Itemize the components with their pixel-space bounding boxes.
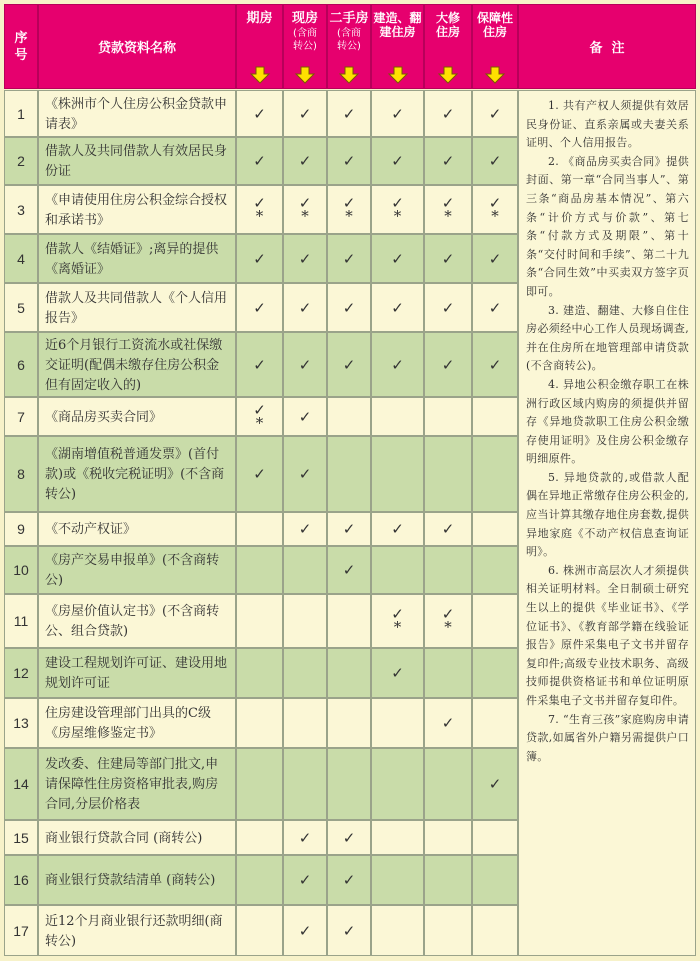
row-number: 10 (4, 546, 38, 594)
row-check-cell (236, 698, 283, 748)
row-check-cell (283, 820, 327, 855)
check-icon: ✓ * (342, 193, 356, 225)
row-check-cell (327, 436, 371, 512)
check-icon: ✓ (441, 520, 455, 538)
down-arrow-icon (436, 66, 460, 84)
row-check-cell (424, 648, 472, 698)
check-icon: ✓ (342, 152, 356, 170)
check-icon: ✓ (391, 249, 404, 268)
row-material-name (38, 546, 236, 594)
check-icon: ✓ (342, 520, 356, 538)
row-check-cell (424, 397, 472, 436)
remarks-panel (518, 90, 696, 956)
check-icon: ✓ (441, 355, 455, 374)
row-check-cell (327, 397, 371, 436)
row-check-cell (236, 234, 283, 283)
row-material-name (38, 748, 236, 820)
row-check-cell (371, 855, 424, 905)
row-check-cell (327, 512, 371, 546)
row-check-cell (424, 234, 472, 283)
row-check-cell (371, 436, 424, 512)
row-check-cell (371, 512, 424, 546)
row-number: 1 (4, 90, 38, 137)
row-check-cell (371, 283, 424, 332)
row-check-cell (371, 397, 424, 436)
row-check-cell (472, 594, 518, 648)
row-number: 4 (4, 234, 38, 283)
material-name-text: 《不动产权证》 (45, 522, 137, 537)
row-check-cell (327, 137, 371, 185)
row-check-cell (371, 90, 424, 137)
row-material-name (38, 905, 236, 956)
row-check-cell (283, 436, 327, 512)
row-check-cell (236, 905, 283, 956)
row-material-name (38, 397, 236, 436)
material-name-text: 发改委、住建局等部门批文,申请保障性住房资格审批表,购房合同,分层价格表 (45, 757, 219, 812)
check-icon: ✓ (488, 355, 502, 374)
row-check-cell (283, 397, 327, 436)
row-check-cell (424, 512, 472, 546)
row-check-cell (424, 820, 472, 855)
row-check-cell (236, 185, 283, 234)
material-name-text: 借款人《结婚证》;离异的提供《离婚证》 (45, 241, 219, 277)
row-check-cell (236, 594, 283, 648)
row-check-cell (472, 648, 518, 698)
header-col-title (328, 11, 370, 53)
row-check-cell (236, 546, 283, 594)
row-check-cell (371, 594, 424, 648)
check-icon: ✓ (253, 249, 266, 268)
row-material-name (38, 855, 236, 905)
check-icon: ✓ (342, 355, 356, 374)
material-name-text: 《商品房买卖合同》 (45, 409, 163, 425)
row-material-name (38, 512, 236, 546)
check-icon: ✓ (298, 921, 312, 940)
check-icon: ✓ (342, 561, 356, 579)
row-material-name (38, 698, 236, 748)
check-icon: ✓ * (253, 193, 266, 225)
row-material-name (38, 283, 236, 332)
row-check-cell (371, 905, 424, 956)
row-check-cell (236, 397, 283, 436)
header-col-title-text: 建造、翻 建住房 (373, 11, 422, 39)
row-check-cell (371, 546, 424, 594)
row-check-cell (283, 698, 327, 748)
row-check-cell (472, 283, 518, 332)
header-col-5 (472, 4, 518, 89)
row-check-cell (327, 332, 371, 397)
row-check-cell (424, 748, 472, 820)
row-check-cell (327, 283, 371, 332)
row-check-cell (472, 748, 518, 820)
check-icon: ✓ (298, 407, 312, 426)
row-number: 7 (4, 397, 38, 436)
header-col-title-text: 二手房 (329, 11, 369, 26)
row-number: 15 (4, 820, 38, 855)
row-number: 12 (4, 648, 38, 698)
material-name-text: 建设工程规划许可证、建设用地规划许可证 (45, 656, 228, 691)
row-check-cell (283, 185, 327, 234)
row-check-cell (424, 436, 472, 512)
row-check-cell (283, 234, 327, 283)
check-icon: ✓ (441, 152, 455, 170)
row-number: 14 (4, 748, 38, 820)
row-number: 3 (4, 185, 38, 234)
material-name-text: 商业银行贷款结清单 (商转公) (45, 873, 216, 888)
check-icon: ✓ * (298, 193, 312, 225)
row-check-cell (472, 137, 518, 185)
row-number: 13 (4, 698, 38, 748)
row-check-cell (327, 698, 371, 748)
check-icon: ✓ (298, 298, 312, 317)
check-icon: ✓ * (253, 400, 266, 432)
down-arrow-icon (386, 66, 410, 84)
row-number: 11 (4, 594, 38, 648)
header-seq-label: 序号 (14, 30, 28, 63)
row-material-name (38, 820, 236, 855)
check-icon: ✓ (253, 152, 266, 170)
row-material-name (38, 90, 236, 137)
row-check-cell (327, 185, 371, 234)
header-col-title (237, 11, 282, 27)
material-name-text: 商业银行贷款合同 (商转公) (45, 830, 203, 846)
check-icon: ✓ (391, 664, 404, 682)
material-name-text: 近12个月商业银行还款明细(商转公) (45, 913, 223, 949)
row-material-name (38, 234, 236, 283)
row-material-name (38, 137, 236, 185)
material-name-text: 《湖南增值税普通发票》(首付款)或《税收完税证明》(不含商转公) (45, 447, 225, 502)
row-check-cell (236, 748, 283, 820)
check-icon: ✓ (342, 921, 356, 940)
header-col-4 (424, 4, 472, 89)
header-remark (518, 4, 696, 89)
header-col-1 (283, 4, 327, 89)
row-check-cell (472, 512, 518, 546)
header-name-label: 贷款资料名称 (97, 41, 176, 56)
row-check-cell (236, 332, 283, 397)
row-material-name (38, 185, 236, 234)
row-check-cell (283, 283, 327, 332)
row-check-cell (327, 594, 371, 648)
header-seq (4, 4, 38, 89)
material-name-text: 《房屋价值认定书》(不含商转公、组合贷款) (45, 604, 220, 639)
row-check-cell (283, 332, 327, 397)
material-name-text: 近6个月银行工资流水或社保缴交证明(配偶未缴存住房公积金但有固定收入的) (45, 337, 223, 393)
material-name-text: 住房建设管理部门出具的C级《房屋维修鉴定书》 (45, 706, 211, 741)
header-name (38, 4, 236, 89)
row-check-cell (424, 905, 472, 956)
header-col-title-text: 保障性 住房 (476, 11, 513, 39)
row-check-cell (236, 283, 283, 332)
check-icon: ✓ (488, 775, 502, 793)
check-icon: ✓ (342, 828, 356, 847)
check-icon: ✓ (391, 152, 404, 170)
header-col-0 (236, 4, 283, 89)
row-check-cell (327, 546, 371, 594)
check-icon: ✓ (253, 465, 266, 483)
row-material-name (38, 332, 236, 397)
row-check-cell (327, 905, 371, 956)
row-number: 16 (4, 855, 38, 905)
check-icon: ✓ (441, 249, 455, 268)
header-col-title (372, 11, 423, 39)
check-icon: ✓ * (441, 605, 455, 636)
row-check-cell (283, 546, 327, 594)
row-number: 2 (4, 137, 38, 185)
row-check-cell (472, 332, 518, 397)
row-check-cell (283, 512, 327, 546)
row-check-cell (236, 137, 283, 185)
row-check-cell (371, 748, 424, 820)
row-check-cell (424, 185, 472, 234)
check-icon: ✓ (298, 520, 312, 538)
header-col-2 (327, 4, 371, 89)
header-remark-label: 备 注 (589, 41, 625, 56)
row-check-cell (236, 512, 283, 546)
row-check-cell (472, 185, 518, 234)
check-icon: ✓ (441, 714, 455, 732)
check-icon: ✓ * (441, 193, 455, 225)
row-check-cell (283, 137, 327, 185)
remark-note: 5. 异地贷款的,或借款人配偶在异地正常缴存住房公积金的,应当计算其缴存地住房套数,提供异地家庭《不动产权信息查询证明》。 (526, 470, 689, 559)
down-arrow-icon (337, 66, 361, 84)
material-name-text: 《申请使用住房公积金综合授权和承诺书》 (45, 192, 228, 228)
header-col-title (284, 11, 326, 53)
row-check-cell (424, 332, 472, 397)
check-icon: ✓ (342, 298, 356, 317)
row-check-cell (327, 855, 371, 905)
row-check-cell (327, 820, 371, 855)
check-icon: ✓ (342, 871, 356, 889)
remark-note: 6. 株洲市高层次人才须提供相关证明材料。全日制硕士研究生以上的提供《毕业证书》、《学位证书》、《教育部学籍在线验证报告》原件采集电子文书并留存复印件;高级专业技术职务、高级技师提供资格证书和单位证明原件采集电子文书并留存复印件。 (526, 563, 689, 707)
row-check-cell (371, 698, 424, 748)
row-check-cell (472, 436, 518, 512)
down-arrow-icon (483, 66, 507, 84)
header-col-sub: (含商 转公) (293, 28, 317, 52)
down-arrow-icon (248, 66, 272, 84)
check-icon: ✓ * (391, 605, 404, 636)
row-check-cell (371, 137, 424, 185)
header-col-sub: (含商 转公) (337, 28, 361, 52)
check-icon: ✓ (391, 104, 404, 123)
material-name-text: 借款人及共同借款人《个人信用报告》 (45, 290, 228, 326)
check-icon: ✓ (298, 355, 312, 374)
check-icon: ✓ * (488, 193, 502, 225)
row-number: 9 (4, 512, 38, 546)
row-check-cell (472, 905, 518, 956)
header-col-title-text: 现房 (291, 11, 318, 26)
row-number: 6 (4, 332, 38, 397)
material-name-text: 借款人及共同借款人有效居民身份证 (45, 144, 228, 179)
check-icon: ✓ (253, 355, 266, 374)
row-number: 8 (4, 436, 38, 512)
row-check-cell (283, 90, 327, 137)
row-check-cell (327, 234, 371, 283)
row-check-cell (327, 748, 371, 820)
check-icon: ✓ (298, 465, 312, 483)
row-check-cell (424, 137, 472, 185)
row-check-cell (236, 855, 283, 905)
row-check-cell (472, 820, 518, 855)
remark-note: 3. 建造、翻建、大修自住住房必须经中心工作人员现场调查,并在住房所在地管理部申请贷款(不含商转公)。 (526, 303, 689, 373)
check-icon: ✓ (253, 104, 266, 123)
header-col-3 (371, 4, 424, 89)
remark-note: 7. “生育三孩”家庭购房申请贷款,如属省外户籍另需提供户口簿。 (526, 712, 689, 763)
down-arrow-icon (293, 66, 317, 84)
header-col-title-text: 期房 (246, 11, 273, 26)
row-check-cell (283, 855, 327, 905)
check-icon: ✓ (253, 298, 266, 317)
row-check-cell (283, 594, 327, 648)
check-icon: ✓ (441, 298, 455, 317)
remark-note: 1. 共有产权人须提供有效居民身份证、直系亲属或夫妻关系证明、个人信用报告。 (526, 99, 689, 150)
row-material-name (38, 436, 236, 512)
row-check-cell (472, 234, 518, 283)
row-check-cell (371, 648, 424, 698)
row-check-cell (283, 905, 327, 956)
row-check-cell (472, 698, 518, 748)
row-check-cell (327, 90, 371, 137)
row-number: 17 (4, 905, 38, 956)
row-check-cell (472, 546, 518, 594)
check-icon: ✓ (298, 104, 312, 123)
row-check-cell (371, 332, 424, 397)
check-icon: ✓ (342, 249, 356, 268)
check-icon: ✓ (298, 249, 312, 268)
row-check-cell (472, 90, 518, 137)
header-col-title-text: 大修 住房 (435, 11, 460, 39)
row-check-cell (424, 283, 472, 332)
header-col-title (473, 11, 517, 39)
check-icon: ✓ (391, 298, 404, 317)
row-check-cell (472, 397, 518, 436)
check-icon: ✓ (298, 152, 312, 170)
row-check-cell (236, 820, 283, 855)
remark-note: 4. 异地公积金缴存职工在株洲行政区域内购房的须提供并留存《异地贷款职工住房公积金缴存使用证明》及住房公积金缴存明细原件。 (526, 377, 689, 466)
check-icon: ✓ (298, 871, 312, 889)
check-icon: ✓ (441, 104, 455, 123)
row-check-cell (472, 855, 518, 905)
check-icon: ✓ (488, 152, 502, 170)
row-check-cell (236, 90, 283, 137)
row-check-cell (371, 234, 424, 283)
row-check-cell (327, 648, 371, 698)
check-icon: ✓ (488, 104, 502, 123)
row-check-cell (371, 820, 424, 855)
row-check-cell (424, 698, 472, 748)
row-check-cell (283, 648, 327, 698)
row-check-cell (424, 90, 472, 137)
row-check-cell (424, 546, 472, 594)
check-icon: ✓ (391, 355, 404, 374)
check-icon: ✓ (391, 520, 404, 538)
remark-note: 2. 《商品房买卖合同》提供封面、第一章“合同当事人”、第三条“商品房基本情况”、第六条“计价方式与价款”、第七条“付款方式及期限”、第十条“交付时间和手续”、第二十九条“合同生效”中买卖双方签字页即可。 (526, 154, 689, 298)
row-check-cell (283, 748, 327, 820)
row-material-name (38, 594, 236, 648)
row-check-cell (424, 594, 472, 648)
material-name-text: 《房产交易申报单》(不含商转公) (45, 553, 220, 588)
check-icon: ✓ (488, 249, 502, 268)
check-icon: ✓ (488, 298, 502, 317)
row-check-cell (371, 185, 424, 234)
row-check-cell (236, 436, 283, 512)
row-check-cell (424, 855, 472, 905)
header-col-title (425, 11, 471, 39)
check-icon: ✓ * (391, 193, 404, 225)
row-material-name (38, 648, 236, 698)
check-icon: ✓ (298, 828, 312, 847)
row-check-cell (236, 648, 283, 698)
check-icon: ✓ (342, 104, 356, 123)
row-number: 5 (4, 283, 38, 332)
material-name-text: 《株洲市个人住房公积金贷款申请表》 (45, 96, 228, 132)
